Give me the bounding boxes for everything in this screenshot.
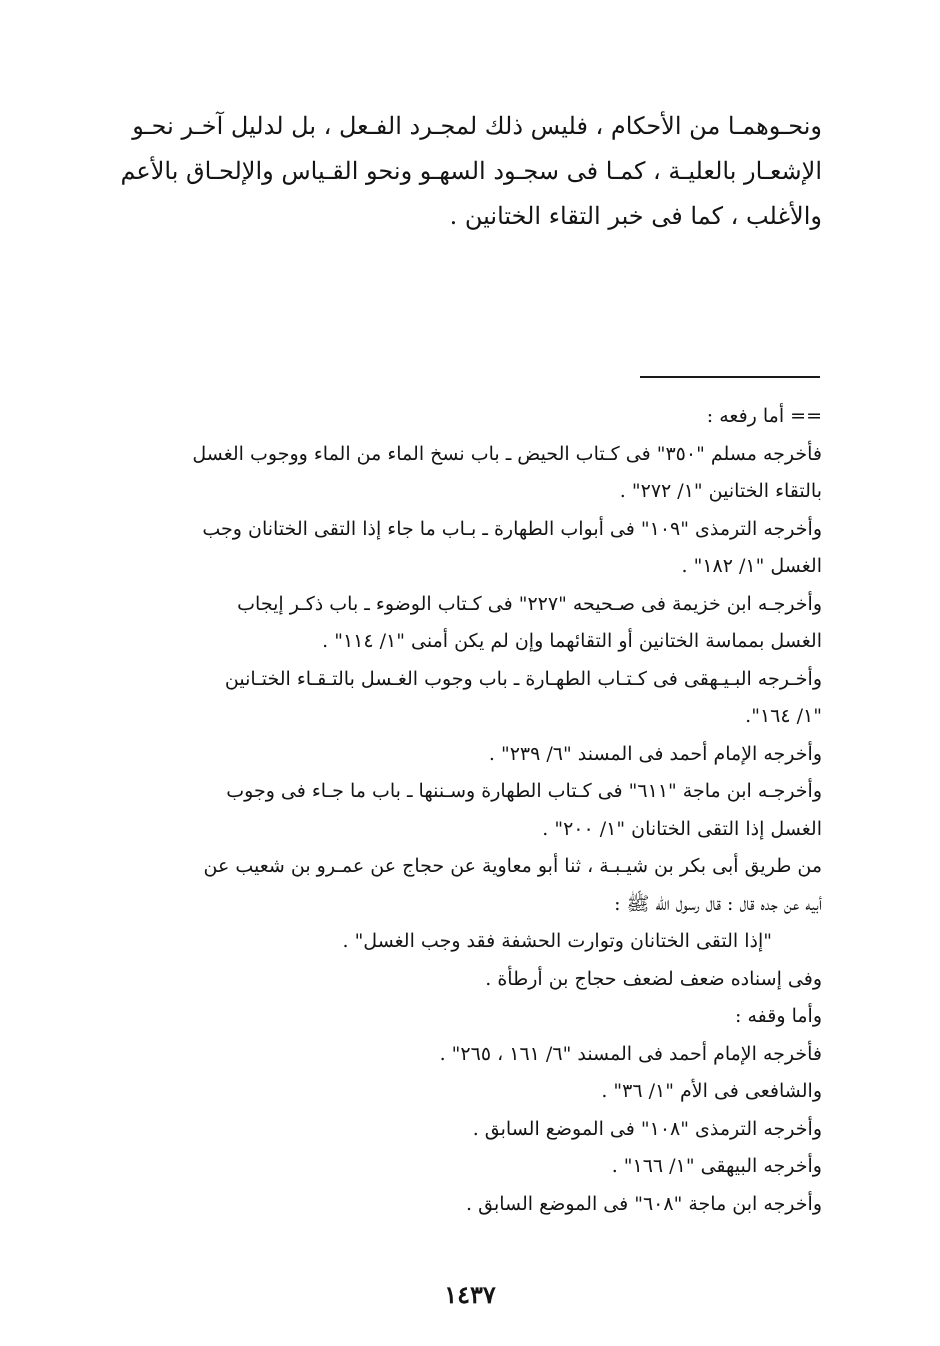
main-text [110,104,822,239]
footnote-line: وأخرجه البيهقى "١/ ١٦٦" . [611,1155,822,1177]
main-text-line: ونحـوهمـا من الأحكام ، فليس ذلك لمجـرد الفـعل ، بل لدليل آخـر نحـو [132,112,822,140]
page-number: ١٤٣٧ [444,1280,496,1309]
footnotes [110,398,822,1223]
footnote-separator [640,376,820,378]
footnote-line: "١/ ١٦٤". [745,705,822,727]
footnote-line: الغسل بمماسة الختانين أو التقائهما وإن لم يكن أمنى "١/ ١١٤" . [322,630,822,652]
main-text-line: الإشعـار بالعليـة ، كمـا فى سجـود السهـو ونحو القـياس والإلحـاق بالأعم [120,157,822,185]
footnote-line: أبيه عن جده قال : قال رسول الله ﷺ : [614,892,822,915]
main-text-line: والأغلب ، كما فى خبر التقاء الختانين . [449,202,822,230]
footnote-line: وأخرجه الترمذى "١٠٨" فى الموضع السابق . [472,1117,822,1140]
footnote-line: == أما رفعه : [706,405,822,427]
footnote-line: وأخرجه الإمام أحمد فى المسند "٦/ ٢٣٩" . [488,742,822,765]
footnote-quote: "إذا التقى الختانان وتوارت الحشفة فقد وجب الغسل" . [342,930,772,952]
footnote-line: من طريق أبى بكر بن شيـبـة ، ثنا أبو معاوية عن حجاج عن عمـرو بن شعيب عن [203,855,822,877]
footnote-line: فأخرجه مسلم "٣٥٠" فى كـتاب الحيض ـ باب نسخ الماء من الماء ووجوب الغسل [192,442,822,465]
footnote-line: الغسل "١/ ١٨٢" . [681,555,822,577]
footnote-line: وأخرجـه ابن ماجة "٦١١" فى كـتاب الطهارة وسـننها ـ باب ما جـاء فى وجوب [226,780,822,802]
footnote-line: الغسل إذا التقى الختانان "١/ ٢٠٠" . [542,817,822,840]
footnote-line: وفى إسناده ضعف لضعف حجاج بن أرطأة . [485,967,822,990]
footnote-line: وأخرجـه ابن خزيمة فى صـحيحه "٢٢٧" فى كـتاب الوضوء ـ باب ذكـر إيجاب [237,592,822,615]
footnote-line: وأخرجه ابن ماجة "٦٠٨" فى الموضع السابق . [466,1192,822,1215]
footnote-line: فأخرجه الإمام أحمد فى المسند "٦/ ١٦١ ، ٢٦٥" . [439,1042,822,1065]
footnote-line: وأخرجه الترمذى "١٠٩" فى أبواب الطهارة ـ بـاب ما جاء إذا التقى الختانان وجب [202,517,822,540]
footnote-line: والشافعى فى الأم "١/ ٣٦" . [601,1080,822,1102]
footnote-line: بالتقاء الختانين "١/ ٢٧٢" . [619,480,822,502]
footnote-line: وأما وقفه : [735,1005,822,1027]
footnote-line: وأخـرجه البـيـهقى فى كـتـاب الطهـارة ـ باب وجوب الغـسل بالتـقـاء الختـانين [224,667,822,690]
